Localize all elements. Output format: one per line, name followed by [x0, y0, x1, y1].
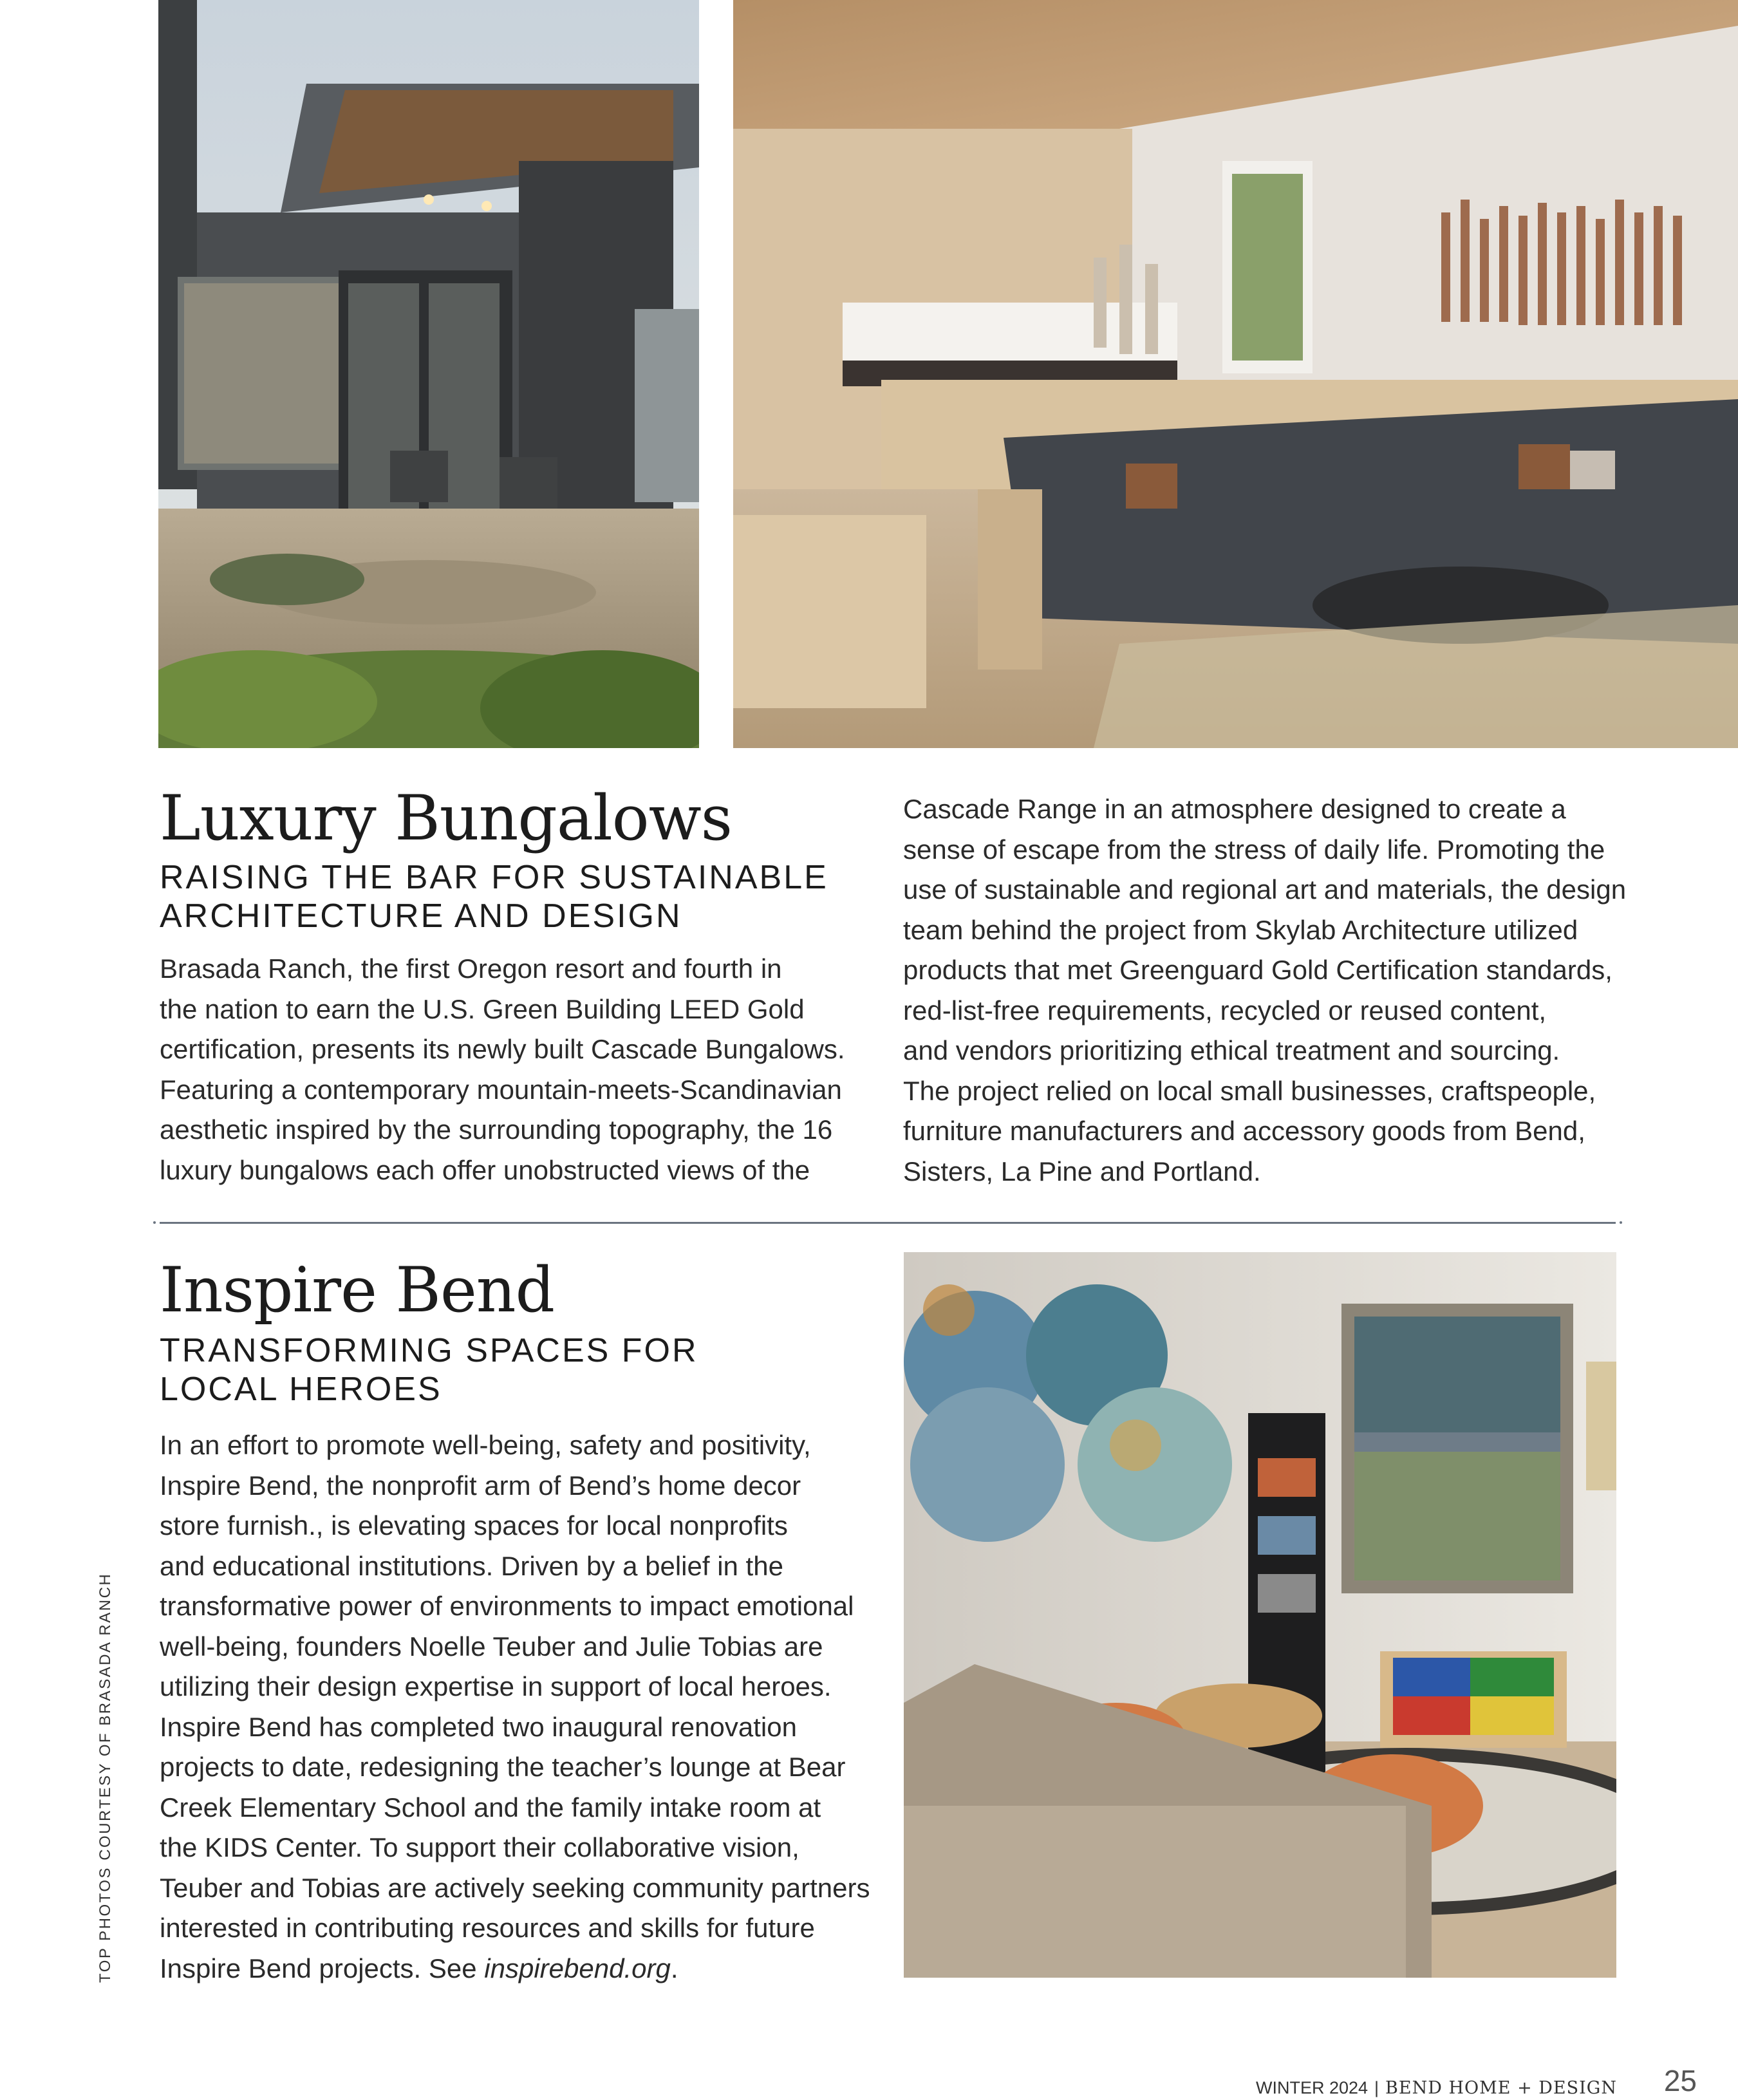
body-line: the nation to earn the U.S. Green Building LEED Gold: [160, 993, 805, 1024]
subtitle-line: RAISING THE BAR FOR SUSTAINABLE: [160, 859, 828, 896]
photo-bungalow-exterior: [158, 0, 699, 748]
body-line: luxury bungalows each offer unobstructed views of the: [160, 1154, 810, 1185]
body-text-suffix: .: [670, 1953, 678, 1983]
page-footer: [1256, 2078, 1617, 2098]
body-line: Featuring a contemporary mountain-meets-Scandinavian: [160, 1074, 842, 1105]
body-line: sense of escape from the stress of daily life. Promoting the: [903, 834, 1605, 865]
body-line: The project relied on local small businesses, craftspeople,: [903, 1075, 1596, 1106]
footer-separator: |: [1374, 2078, 1379, 2097]
subtitle-line: TRANSFORMING SPACES FOR: [160, 1332, 698, 1369]
issue-label: WINTER 2024: [1255, 2078, 1369, 2097]
body-line: Inspire Bend, the nonprofit arm of Bend’s home decor: [160, 1470, 801, 1501]
body-line: team behind the project from Skylab Architecture utilized: [903, 914, 1578, 945]
body-line: products that met Greenguard Gold Certification standards,: [903, 955, 1612, 985]
article-body-luxury-bungalows-col2: [903, 789, 1626, 1192]
body-line: furniture manufacturers and accessory goods from Bend,: [903, 1116, 1585, 1146]
article-subtitle-inspire-bend: [160, 1331, 868, 1409]
inspirebend-link[interactable]: inspirebend.org: [484, 1953, 671, 1983]
body-line-last: [160, 1949, 870, 1989]
body-line: Cascade Range in an atmosphere designed to create a: [903, 794, 1566, 824]
body-line: interested in contributing resources and skills for future: [160, 1913, 815, 1943]
body-line: and vendors prioritizing ethical treatment and sourcing.: [903, 1035, 1560, 1065]
body-line: In an effort to promote well-being, safety and positivity,: [160, 1430, 811, 1460]
subtitle-line: ARCHITECTURE AND DESIGN: [160, 897, 682, 935]
body-line: Sisters, La Pine and Portland.: [903, 1156, 1261, 1186]
body-line: store furnish., is elevating spaces for local nonprofits: [160, 1510, 788, 1541]
body-line: transformative power of environments to impact emotional: [160, 1591, 854, 1621]
body-line: and educational institutions. Driven by a belief in the: [160, 1550, 783, 1581]
photo-inspire-bend-lounge: [904, 1252, 1616, 1978]
article-body-inspire-bend: [160, 1425, 870, 1989]
body-line: use of sustainable and regional art and materials, the design: [903, 874, 1627, 905]
body-line: utilizing their design expertise in support of local heroes.: [160, 1671, 832, 1702]
photo-bungalow-interior: [733, 0, 1738, 748]
body-line: the KIDS Center. To support their collaborative vision,: [160, 1832, 799, 1862]
magazine-name: BEND HOME + DESIGN: [1385, 2078, 1617, 2098]
body-line: Brasada Ranch, the first Oregon resort and fourth in: [160, 953, 782, 984]
article-title-inspire-bend: Inspire Bend: [160, 1254, 555, 1326]
subtitle-line: LOCAL HEROES: [160, 1371, 442, 1408]
body-line: projects to date, redesigning the teacher’s lounge at Bear: [160, 1752, 846, 1782]
body-line: Teuber and Tobias are actively seeking community partners: [160, 1872, 870, 1903]
article-subtitle-luxury-bungalows: [160, 858, 868, 935]
body-line: Inspire Bend has completed two inaugural renovation: [160, 1711, 797, 1742]
body-line: certification, presents its newly built Cascade Bungalows.: [160, 1034, 845, 1064]
body-text-prefix: Inspire Bend projects. See: [160, 1953, 485, 1983]
section-divider: [160, 1222, 1616, 1224]
article-body-luxury-bungalows-col1: [160, 949, 845, 1190]
body-line: aesthetic inspired by the surrounding topography, the 16: [160, 1114, 833, 1145]
body-line: Creek Elementary School and the family intake room at: [160, 1792, 821, 1823]
body-line: well-being, founders Noelle Teuber and Julie Tobias are: [160, 1631, 823, 1662]
page-number: 25: [1663, 2064, 1697, 2097]
photo-credit: TOP PHOTOS COURTESY OF BRASADA RANCH: [97, 1572, 114, 1983]
body-line: red-list-free requirements, recycled or reused content,: [903, 995, 1547, 1026]
article-title-luxury-bungalows: Luxury Bungalows: [160, 782, 733, 854]
